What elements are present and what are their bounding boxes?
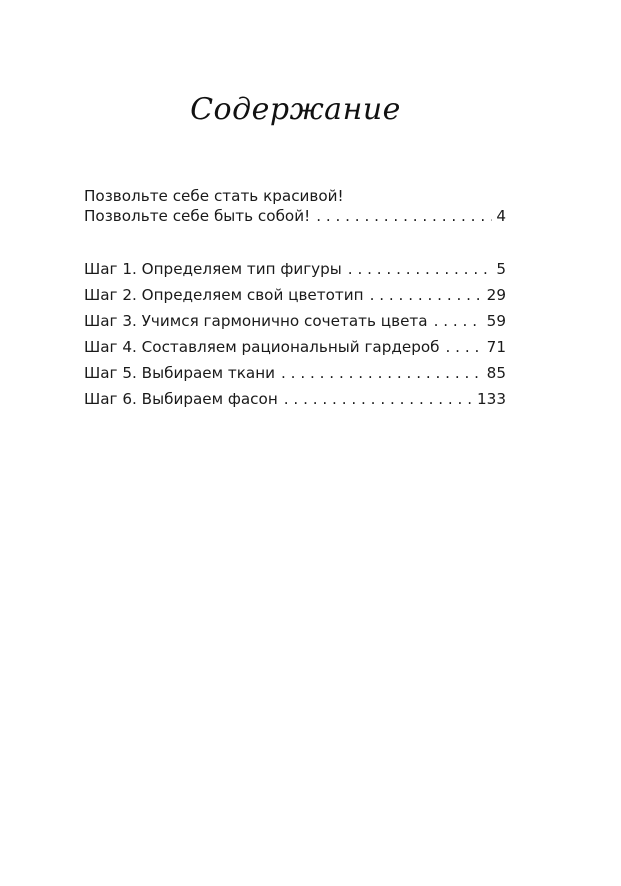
toc-entry-step-2 xyxy=(84,282,506,308)
toc-entry-step-5 xyxy=(84,360,506,386)
table-of-contents xyxy=(84,186,506,412)
toc-entry-label: Шаг 6. Выбираем фасон xyxy=(84,390,278,408)
toc-entry-step-3 xyxy=(84,308,506,334)
dot-leader xyxy=(284,386,473,412)
toc-entry-label: Шаг 2. Определяем свой цветотип xyxy=(84,286,364,304)
toc-page-number: 5 xyxy=(496,260,506,278)
toc-entry-label: Шаг 5. Выбираем ткани xyxy=(84,364,276,382)
dot-leader xyxy=(348,256,493,282)
toc-page-number: 133 xyxy=(477,390,506,408)
toc-page-number: 85 xyxy=(486,364,506,382)
toc-entry-step-6 xyxy=(84,386,506,412)
toc-page-number: 29 xyxy=(486,286,506,304)
dot-leader xyxy=(281,360,483,386)
toc-intro-entry xyxy=(84,186,506,226)
toc-page-number: 4 xyxy=(496,207,506,225)
dot-leader xyxy=(370,282,483,308)
toc-entry-label: Шаг 3. Учимся гармонично сочетать цвета xyxy=(84,312,428,330)
dot-leader xyxy=(316,206,492,226)
toc-entry-step-1 xyxy=(84,256,506,282)
toc-entry-label: Шаг 1. Определяем тип фигуры xyxy=(84,260,342,278)
toc-page-number: 59 xyxy=(486,312,506,330)
toc-entry-step-4 xyxy=(84,334,506,360)
toc-entry-label: Позвольте себе быть собой! xyxy=(84,207,311,225)
page-title: Содержание xyxy=(190,92,401,127)
toc-entry-label: Шаг 4. Составляем рациональный гардероб xyxy=(84,338,440,356)
dot-leader xyxy=(446,334,483,360)
toc-page-number: 71 xyxy=(486,338,506,356)
toc-intro-line-1: Позвольте себе стать красивой! xyxy=(84,187,344,205)
dot-leader xyxy=(434,308,483,334)
toc-intro-line-2 xyxy=(84,206,506,226)
